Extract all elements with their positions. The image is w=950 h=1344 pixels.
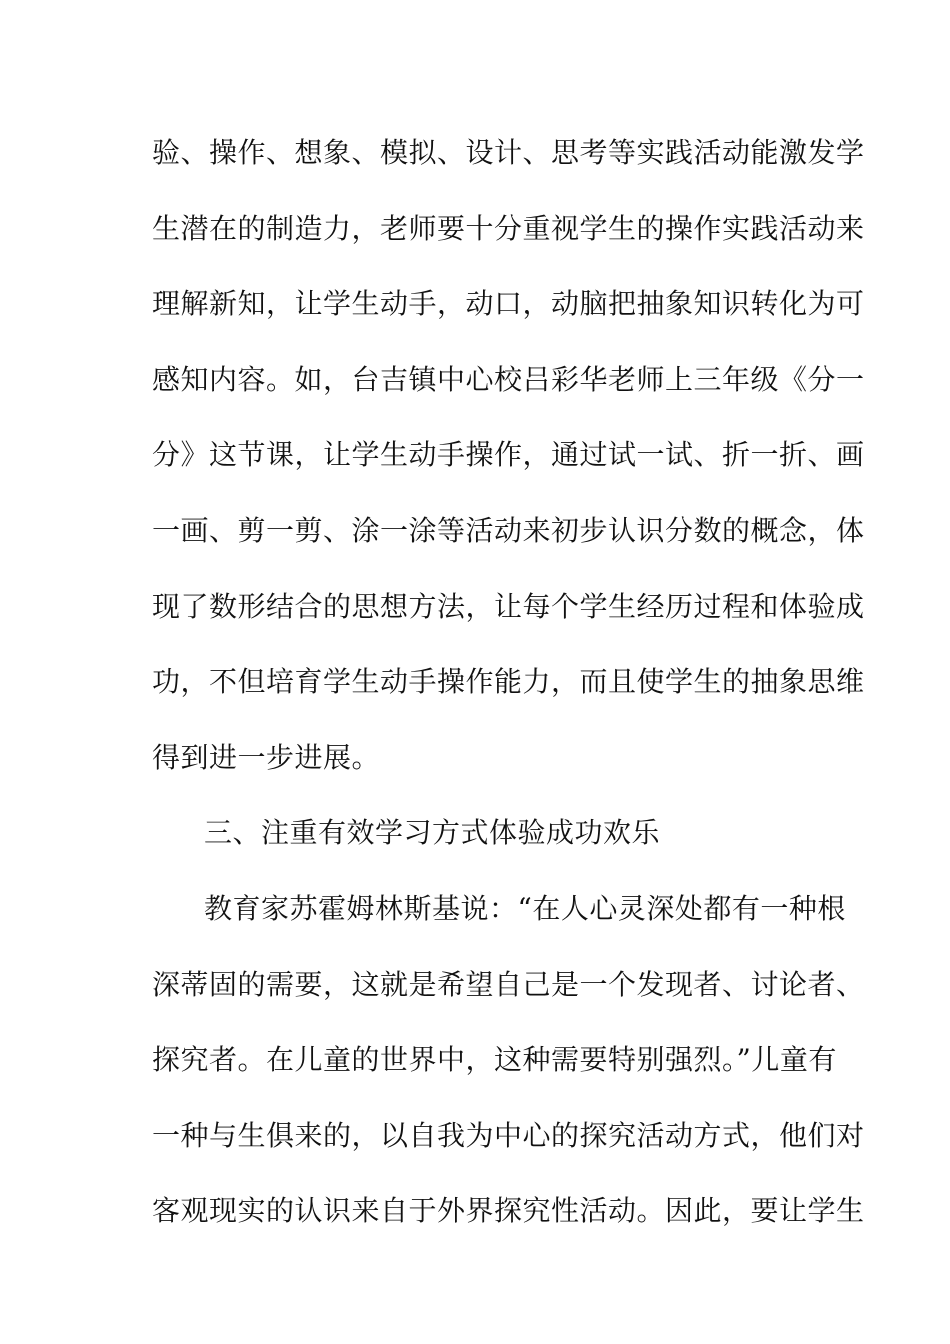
text-line: 现了数形结合的思想方法，让每个学生经历过程和体验成 (152, 589, 865, 623)
text-line: 一画、剪一剪、涂一涂等活动来初步认识分数的概念，体 (152, 513, 865, 547)
text-line: 理解新知，让学生动手，动口，动脑把抽象知识转化为可 (152, 287, 865, 321)
text-line: 验、操作、想象、模拟、设计、思考等实践活动能激发学 (152, 136, 865, 169)
body-text (152, 131, 865, 1265)
text-line: 得到进一步进展。 (152, 740, 381, 774)
text-line: 感知内容。如，台吉镇中心校吕彩华老师上三年级《分一 (152, 362, 865, 396)
section-heading: 三、注重有效学习方式体验成功欢乐 (204, 816, 661, 850)
text-line: 分》这节课，让学生动手操作，通过试一试、折一折、画 (152, 438, 865, 472)
text-line: 深蒂固的需要，这就是希望自己是一个发现者、讨论者、 (152, 967, 865, 1001)
text-line: 生潜在的制造力，老师要十分重视学生的操作实践活动来 (152, 211, 865, 245)
text-line: 客观现实的认识来自于外界探究性活动。因此，要让学生 (152, 1194, 865, 1228)
text-line: 一种与生俱来的，以自我为中心的探究活动方式，他们对 (152, 1118, 865, 1152)
text-line: 功，不但培育学生动手操作能力，而且使学生的抽象思维 (152, 665, 865, 699)
text-line: 探究者。在儿童的世界中，这种需要特别强烈。”儿童有 (152, 1043, 837, 1077)
text-line: 教育家苏霍姆林斯基说：“在人心灵深处都有一种根 (204, 891, 846, 925)
